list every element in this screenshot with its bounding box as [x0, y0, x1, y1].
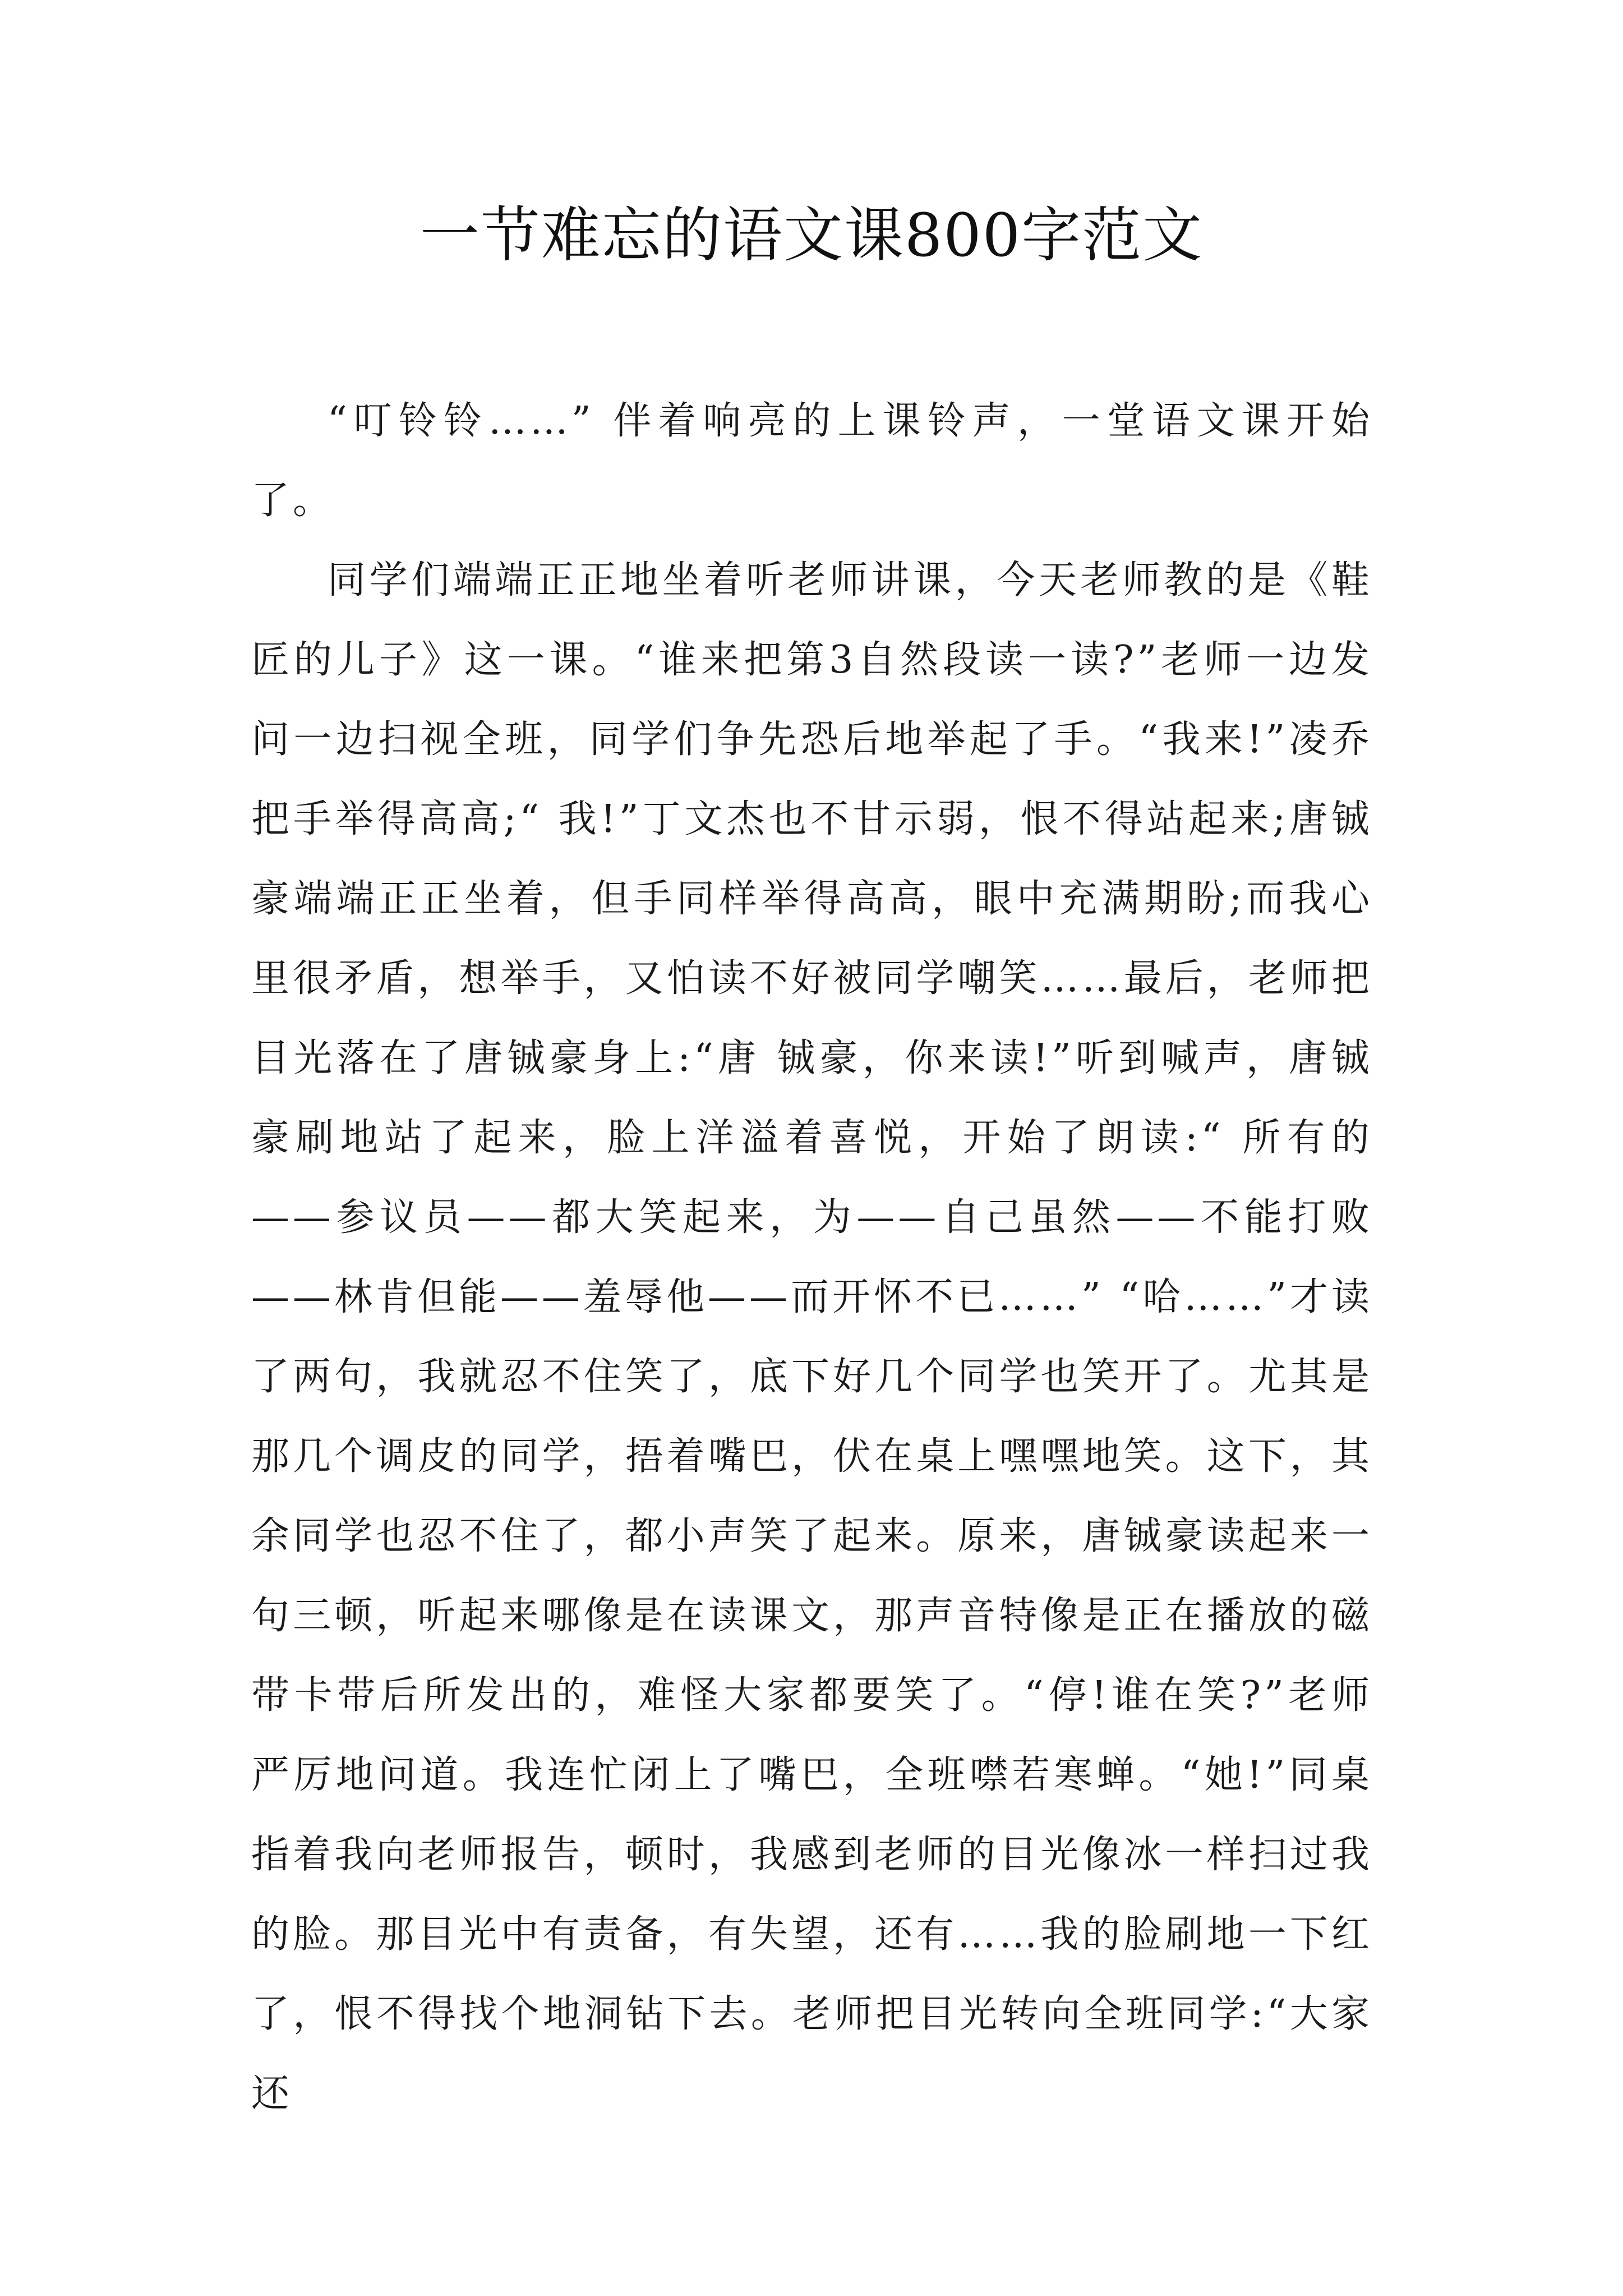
- paragraph-main: 同学们端端正正地坐着听老师讲课，今天老师教的是《鞋匠的儿子》这一课。“谁来把第3自然段读一读?”老师一边发问一边扫视全班，同学们争先恐后地举起了手。“我来!”凌乔把手举得高高;“ 我!”丁文杰也不甘示弱，恨不得站起来;唐铖豪端端正正坐着，但手同样举得高高，眼中充满期盼;而我心里很矛盾，想举手，又怕读不好被同学嘲笑……最后，老师把目光落在了唐铖豪身上:“唐 铖豪，你来读!”听到喊声，唐铖豪刷地站了起来，脸上洋溢着喜悦，开始了朗读:“ 所有的——参议员——都大笑起来，为——自己虽然——不能打败——林肯但能——羞辱他——而开怀不已……” “哈……”才读了两句，我就忍不住笑了，底下好几个同学也笑开了。尤其是那几个调皮的同学，捂着嘴巴，伏在桌上嘿嘿地笑。这下，其余同学也忍不住了，都小声笑了起来。原来，唐铖豪读起来一 句三顿，听起来哪像是在读课文，那声音特像是正在播放的磁带卡带后所发出的，难怪大家都要笑了。“停!谁在笑?”老师严厉地问道。我连忙闭上了嘴巴，全班噤若寒蝉。“她!”同桌指着我向老师报告，顿时，我感到老师的目光像冰一样扫过我的脸。那目光中有责备，有失望，还有……我的脸刷地一下红了，恨不得找个地洞钻下去。老师把目光转向全班同学:“大家还: [251, 558, 1373, 2116]
- document-body: [251, 381, 1373, 2134]
- document-title: 一节难忘的语文课800字范文: [419, 201, 1204, 270]
- paragraph-opening: “叮铃铃……” 伴着响亮的上课铃声，一堂语文课开始了。: [251, 399, 1373, 523]
